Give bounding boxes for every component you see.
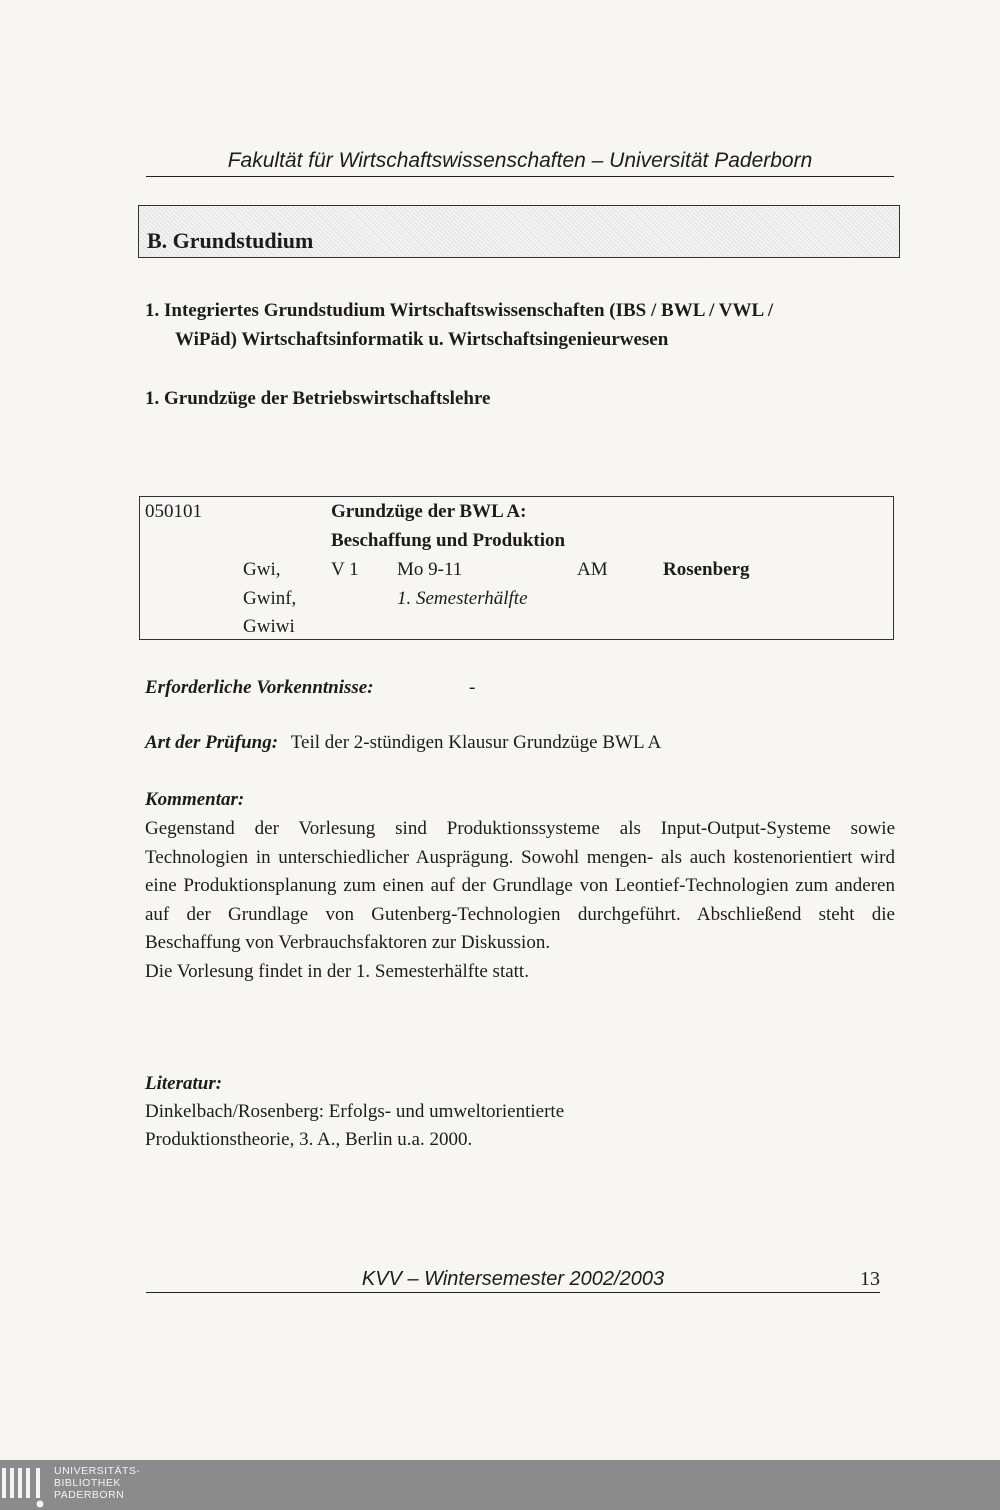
course-audience-1: Gwi, (243, 559, 281, 580)
course-box (139, 496, 894, 640)
library-line2: BIBLIOTHEK (54, 1477, 121, 1489)
library-logo-icon (0, 1466, 48, 1510)
comment-paragraph: Gegenstand der Vorlesung sind Produktionssysteme als Input-Output-Systeme sowie Technologien in unterschiedlicher Ausprägung. Sowohl mengen- als auch kostenorientiert wird eine Produktionsplanung zum einen auf der Grundlage von Leontief-Technologien zum anderen auf der Grundlage von Gutenberg-Technologien durchgeführt. Abschließend steht die Beschaffung von Verbrauchsfaktoren zur Diskussion. (145, 818, 895, 953)
course-time: Mo 9-11 (397, 559, 463, 580)
header-title: Fakultät für Wirtschaftswissenschaften – Universität Paderborn (227, 149, 813, 172)
course-type: V 1 (331, 559, 359, 580)
comment-note: Die Vorlesung findet in der 1. Semesterhälfte statt. (145, 960, 529, 982)
library-line1: UNIVERSITÄTS- (54, 1465, 141, 1477)
exam-value: Teil der 2-stündigen Klausur Grundzüge BWL A (290, 732, 662, 753)
prerequisites-value: - (469, 677, 476, 698)
course-audience-3: Gwiwi (243, 616, 295, 637)
comment-label: Kommentar: (145, 789, 245, 810)
program-title-line2: WiPäd) Wirtschaftsinformatik u. Wirtschaftsingenieurwesen (175, 329, 669, 350)
library-line3: PADERBORN (54, 1489, 125, 1501)
page-footer (146, 1266, 880, 1293)
course-title-line1: Grundzüge der BWL A: (331, 501, 527, 522)
prerequisites-row (145, 674, 374, 703)
page-number: 13 (860, 1268, 880, 1290)
course-audience-2: Gwinf, (243, 588, 297, 609)
page-header (146, 146, 894, 177)
course-number: 050101 (145, 501, 202, 522)
course-semester-note: 1. Semesterhälfte (397, 588, 528, 609)
comment-text (145, 815, 895, 986)
library-banner (0, 1460, 1000, 1510)
literature-line1: Dinkelbach/Rosenberg: Erfolgs- und umweltorientierte (145, 1101, 565, 1122)
section-heading-box (138, 205, 900, 258)
footer-title: KVV – Wintersemester 2002/2003 (361, 1268, 665, 1290)
course-lecturer: Rosenberg (663, 559, 750, 580)
exam-row (145, 729, 661, 758)
course-room: AM (577, 559, 608, 580)
prerequisites-label: Erforderliche Vorkenntnisse: (145, 677, 374, 698)
course-title-line2: Beschaffung und Produktion (331, 530, 566, 551)
literature-line2: Produktionstheorie, 3. A., Berlin u.a. 2000. (145, 1129, 473, 1150)
library-name (54, 1465, 140, 1501)
literature-label: Literatur: (145, 1073, 223, 1094)
subsection-title: 1. Grundzüge der Betriebswirtschaftslehre (145, 388, 491, 409)
exam-label: Art der Prüfung: (145, 732, 279, 753)
section-title: B. Grundstudium (147, 228, 314, 253)
program-title-line1: 1. Integriertes Grundstudium Wirtschaftswissenschaften (IBS / BWL / VWL / (145, 300, 774, 321)
